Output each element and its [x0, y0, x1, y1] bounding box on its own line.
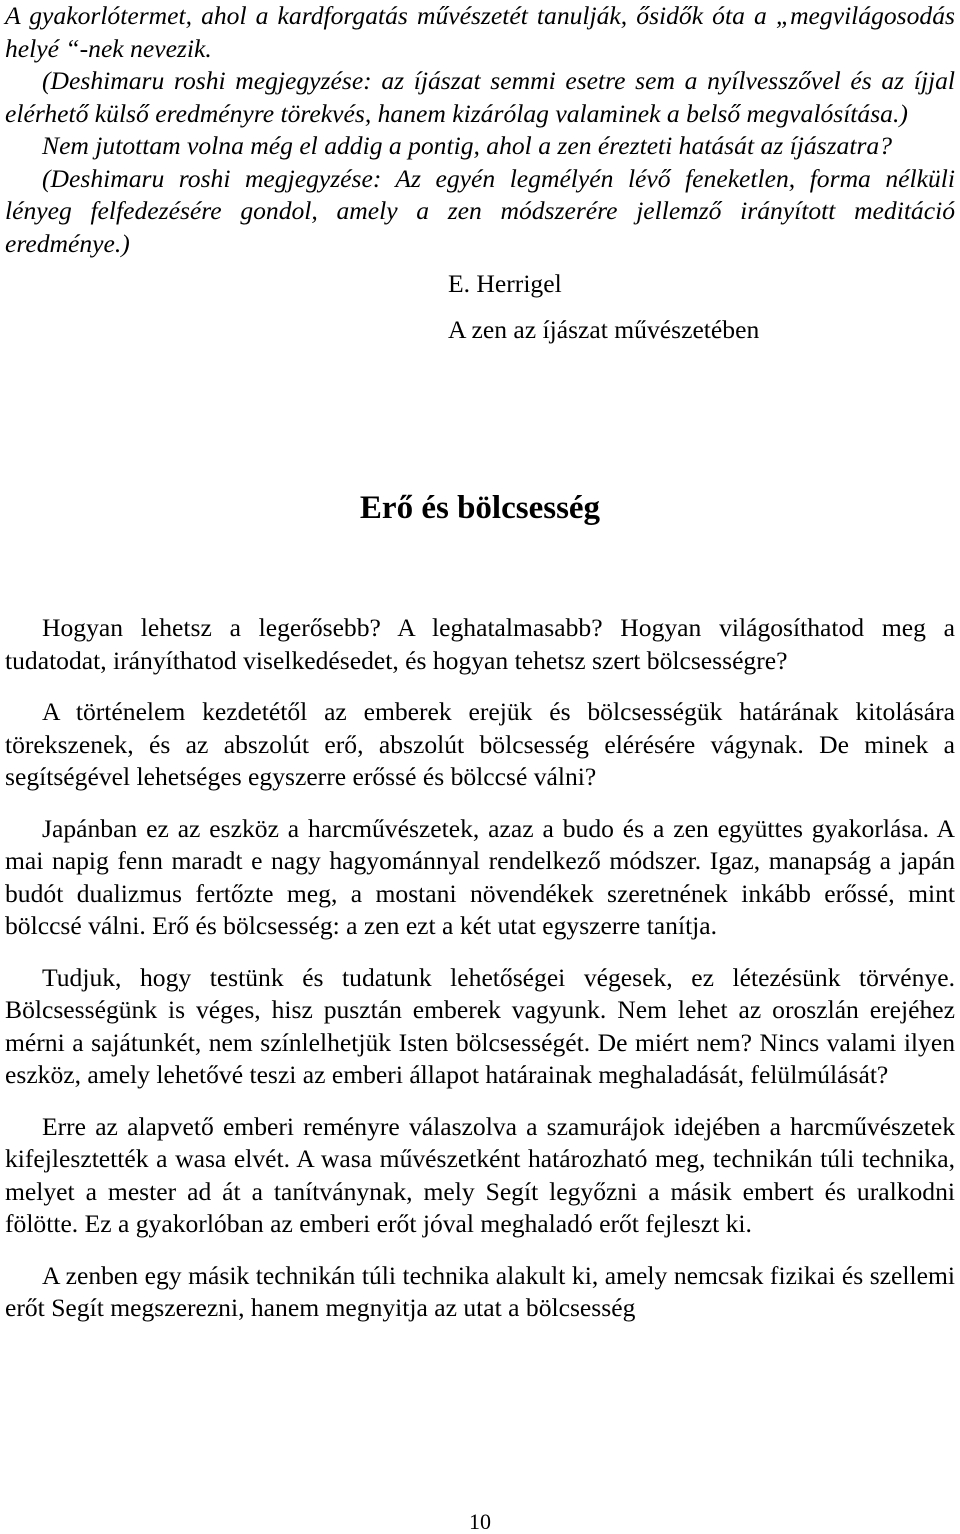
section-title: Erő és bölcsesség: [359, 490, 601, 526]
quote-paragraph: Nem jutottam volna még el addig a pontig, ahol a zen érezteti hatását az íjászatra?: [42, 131, 893, 160]
body-paragraph: Hogyan lehetsz a legerősebb? A leghatalmasabb? Hogyan világosíthatod meg a tudatodat, irányíthatod viselkedésedet, és hogyan tehetsz szert bölcsességre?: [5, 613, 955, 675]
quote-note: (Deshimaru roshi megjegyzése: Az egyén legmélyén lévő feneketlen, forma nélküli lényeg felfedezésére gondol, amely a zen módszerére jellemző irányított meditáció eredménye.): [5, 163, 955, 258]
section-body: [5, 612, 955, 1325]
body-paragraph: Erre az alapvető emberi reményre válaszolva a szamurájok idejében a harcművészetek kifejlesztették a wasa elvét. A wasa művészetként határozható meg, technikán túli technika, melyet a mester ad át a tanítványnak, mely Segít legyőzni a másik embert és uralkodni fölötte. Ez a gyakorlóban az emberi erőt jóval meghaladó erőt fejleszt ki.: [5, 1111, 955, 1238]
quote-note: (Deshimaru roshi megjegyzése: az íjászat semmi esetre sem a nyílvesszővel és az íjjal elérhető külső eredményre törekvés, hanem kizárólag valaminek a belső megvalósítása.): [5, 66, 955, 128]
body-paragraph: A zenben egy másik technikán túli technika alakult ki, amely nemcsak fizikai és szellemi erőt Segít megszerezni, hanem megnyitja az utat a bölcsesség: [5, 1260, 955, 1322]
body-paragraph: Tudjuk, hogy testünk és tudatunk lehetőségei végesek, ez létezésünk törvénye. Bölcsességünk is véges, hisz pusztán emberek vagyunk. Nem lehet az oroszlán erejéhez mérni a sajátunkét, nem színlelhetjük Isten bölcsességét. De miért nem? Nincs valami ilyen eszköz, amely lehetővé teszi az emberi állapot határainak meghaladását, felülmúlását?: [5, 962, 955, 1089]
quote-author: E. Herrigel: [448, 269, 562, 298]
quote-source: A zen az íjászat művészetében: [448, 314, 760, 344]
quote-paragraph: A gyakorlótermet, ahol a kardforgatás művészetét tanulják, ősidők óta a „megvilágosodás helyé “-nek nevezik.: [5, 1, 955, 63]
quote-block: [5, 0, 955, 346]
body-paragraph: A történelem kezdetétől az emberek erejük és bölcsességük határának kitolására törekszenek, és az abszolút erő, abszolút bölcsesség elérésére vágynak. De minek a segítségével lehetséges egyszerre erőssé és bölccsé válni?: [5, 697, 955, 791]
body-paragraph: Japánban ez az eszköz a harcművészetek, azaz a budo és a zen együttes gyakorlása. A mai napig fenn maradt e nagy hagyománnyal rendelkező módszer. Igaz, manapság a japán budót dualizmus fertőzte meg, a mostani növendékek szeretnének inkább erőssé, mint bölccsé válni. Erő és bölcsesség: a zen ezt a két utat egyszerre tanítja.: [5, 813, 955, 940]
page-number: 10: [469, 1509, 491, 1534]
